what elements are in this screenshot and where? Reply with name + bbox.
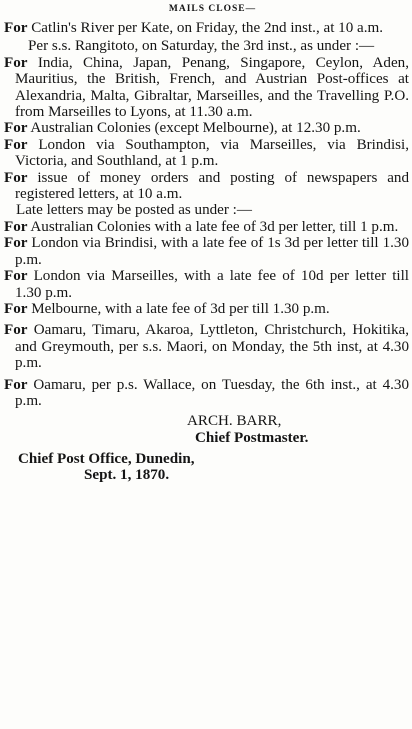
notice-date: Sept. 1, 1870.	[84, 467, 170, 484]
entry-lead: For	[4, 218, 28, 235]
entry-lead: For	[4, 322, 28, 339]
entry-text: Oamaru, per p.s. Wallace, on Tuesday, the 6th inst., at 4.30 p.m.	[15, 376, 409, 409]
entry-text: India, China, Japan, Penang, Singapore, Ceylon, Aden, Mauritius, the British, French, and Austrian Post-offices at Alexandria, Malta, Gibraltar, Marseilles, and the Travelling P.O. from Marseilles to Lyons, at 11.30 a.m.	[15, 54, 409, 121]
entry-catlins-river	[4, 20, 409, 36]
entry-oamaru-wallace	[4, 377, 409, 410]
entry-late-marseilles	[4, 268, 409, 301]
entry-text: Catlin's River per Kate, on Friday, the 2nd inst., at 10 a.m.	[27, 20, 384, 36]
entry-lead: For	[4, 376, 28, 393]
entry-text: London via Southampton, via Marseilles, via Brindisi, Victoria, and Southland, at 1 p.m.	[15, 136, 409, 170]
entry-lead: For	[4, 136, 28, 153]
entry-lead: For	[4, 169, 28, 186]
entry-australian-colonies	[4, 120, 409, 136]
entry-text: Oamaru, Timaru, Akaroa, Lyttleton, Christchurch, Hokitika, and Greymouth, per s.s. Maori, on Monday, the 5th inst, at 4.30 p.m.	[15, 322, 409, 372]
entry-text: London via Brindisi, with a late fee of 1s 3d per letter till 1.30 p.m.	[15, 235, 409, 268]
entry-lead: For	[4, 300, 28, 317]
entry-text: Australian Colonies (except Melbourne), at 12.30 p.m.	[27, 120, 361, 137]
subhead-late-letters: Late letters may be posted as under :—	[16, 202, 252, 219]
entry-india-china	[4, 55, 409, 121]
entry-oamaru-maori	[4, 322, 409, 371]
entry-lead: For	[4, 20, 28, 36]
mails-close-notice	[4, 2, 409, 484]
entry-london-southampton	[4, 137, 409, 170]
notice-heading: MAILS CLOSE—	[168, 4, 257, 14]
entry-late-australian	[4, 219, 409, 235]
entry-money-orders	[4, 170, 409, 203]
entry-lead: For	[4, 54, 28, 71]
subhead-rangitoto: Per s.s. Rangitoto, on Saturday, the 3rd inst., as under :—	[28, 38, 375, 55]
signature-title: Chief Postmaster.	[195, 430, 309, 447]
entry-lead: For	[4, 235, 28, 252]
entry-late-brindisi	[4, 235, 409, 268]
entry-lead: For	[4, 120, 28, 137]
entry-text: issue of money orders and posting of newspapers and registered letters, at 10 a.m.	[15, 169, 409, 203]
entry-lead: For	[4, 268, 28, 285]
signature-name: ARCH. BARR,	[187, 413, 282, 430]
office-location: Chief Post Office, Dunedin,	[18, 450, 195, 467]
entry-text: Australian Colonies with a late fee of 3d per letter, till 1 p.m.	[27, 218, 399, 235]
entry-text: Melbourne, with a late fee of 3d per till 1.30 p.m.	[27, 300, 330, 317]
entry-text: London via Marseilles, with a late fee of 10d per letter till 1.30 p.m.	[15, 268, 409, 301]
entry-late-melbourne	[4, 301, 409, 317]
